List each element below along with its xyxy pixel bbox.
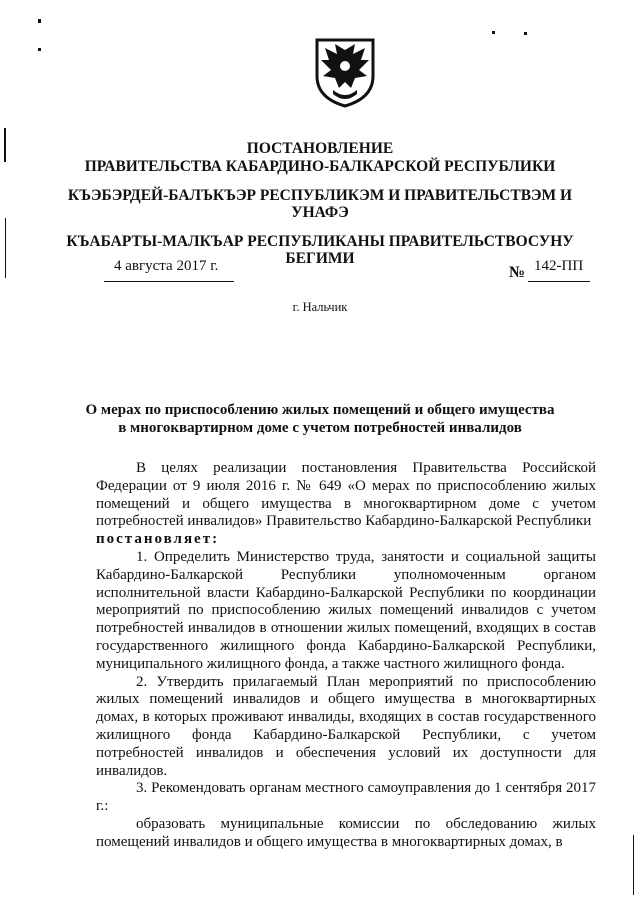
government-name-kab-line2: УНАФЭ bbox=[291, 204, 349, 221]
number-sign: № bbox=[509, 264, 526, 281]
document-number: 142-ПП bbox=[534, 258, 584, 274]
document-date: 4 августа 2017 г. bbox=[114, 258, 219, 274]
scan-mark bbox=[492, 31, 495, 34]
resolves-label bbox=[96, 531, 596, 549]
paragraph-2: 2. Утвердить прилагаемый План мероприятий по приспособлению жилых помещений инвалидов и общего имущества в многоквартирных домах, в которых проживают инвалиды, входящих в состав государственного жилищного фонда Кабардино-Балкарской Республики, с учетом потребностей инвалидов и обеспечения условий их доступности для инвалидов. bbox=[96, 673, 596, 779]
government-name-bal-line2: БЕГИМИ bbox=[285, 250, 355, 267]
city: г. Нальчик bbox=[292, 300, 348, 314]
paragraph-3: 3. Рекомендовать органам местного самоуправления до 1 сентября 2017 г.: bbox=[96, 780, 596, 815]
date-underline bbox=[104, 281, 234, 282]
number-underline bbox=[528, 281, 590, 282]
coat-of-arms-emblem bbox=[313, 36, 377, 108]
intro-paragraph: В целях реализации постановления Правительства Российской Федерации от 9 июля 2016 г. № 649 «О мерах по приспособлению жилых помещений и общего имущества в многоквартирном доме с учетом потребностей инвалидов» Правительство Кабардино-Балкарской Республики bbox=[96, 460, 596, 530]
paragraph-4: образовать муниципальные комиссии по обследованию жилых помещений инвалидов и общего имущества в многоквартирных домах, в bbox=[96, 815, 596, 850]
document-body bbox=[96, 460, 596, 852]
resolves-text: постановляет: bbox=[96, 531, 220, 548]
scan-margin-line bbox=[633, 835, 634, 895]
paragraph-1: 1. Определить Министерство труда, занятости и социальной защиты Кабардино-Балкарской Республики уполномоченным органом исполнительной власти Кабардино-Балкарской Республики по координации мероприятий по приспособлению жилых помещений инвалидов с учетом потребностей инвалидов в отношении жилых помещений, входящих в состав государственного жилищного фонда Кабардино-Балкарской Республики, муниципального жилищного фонда, а также частного жилищного фонда. bbox=[96, 548, 596, 672]
scan-mark bbox=[38, 48, 41, 51]
government-name-ru: ПРАВИТЕЛЬСТВА КАБАРДИНО-БАЛКАРСКОЙ РЕСПУБЛИКИ bbox=[84, 158, 556, 175]
document-title: ПОСТАНОВЛЕНИЕ bbox=[246, 140, 394, 157]
subject-line2: в многоквартирном доме с учетом потребностей инвалидов bbox=[118, 420, 522, 436]
subject-line1: О мерах по приспособлению жилых помещений и общего имущества bbox=[85, 402, 555, 418]
scan-mark bbox=[38, 19, 41, 23]
government-name-kab-line1: КЪЭБЭРДЕЙ-БАЛЪКЪЭР РЕСПУБЛИКЭМ И ПРАВИТЕЛЬСТВЭМ И bbox=[67, 187, 573, 204]
scan-mark bbox=[524, 32, 527, 35]
government-name-bal-line1: КЪАБАРТЫ-МАЛКЪАР РЕСПУБЛИКАНЫ ПРАВИТЕЛЬСТВОСУНУ bbox=[66, 233, 574, 250]
